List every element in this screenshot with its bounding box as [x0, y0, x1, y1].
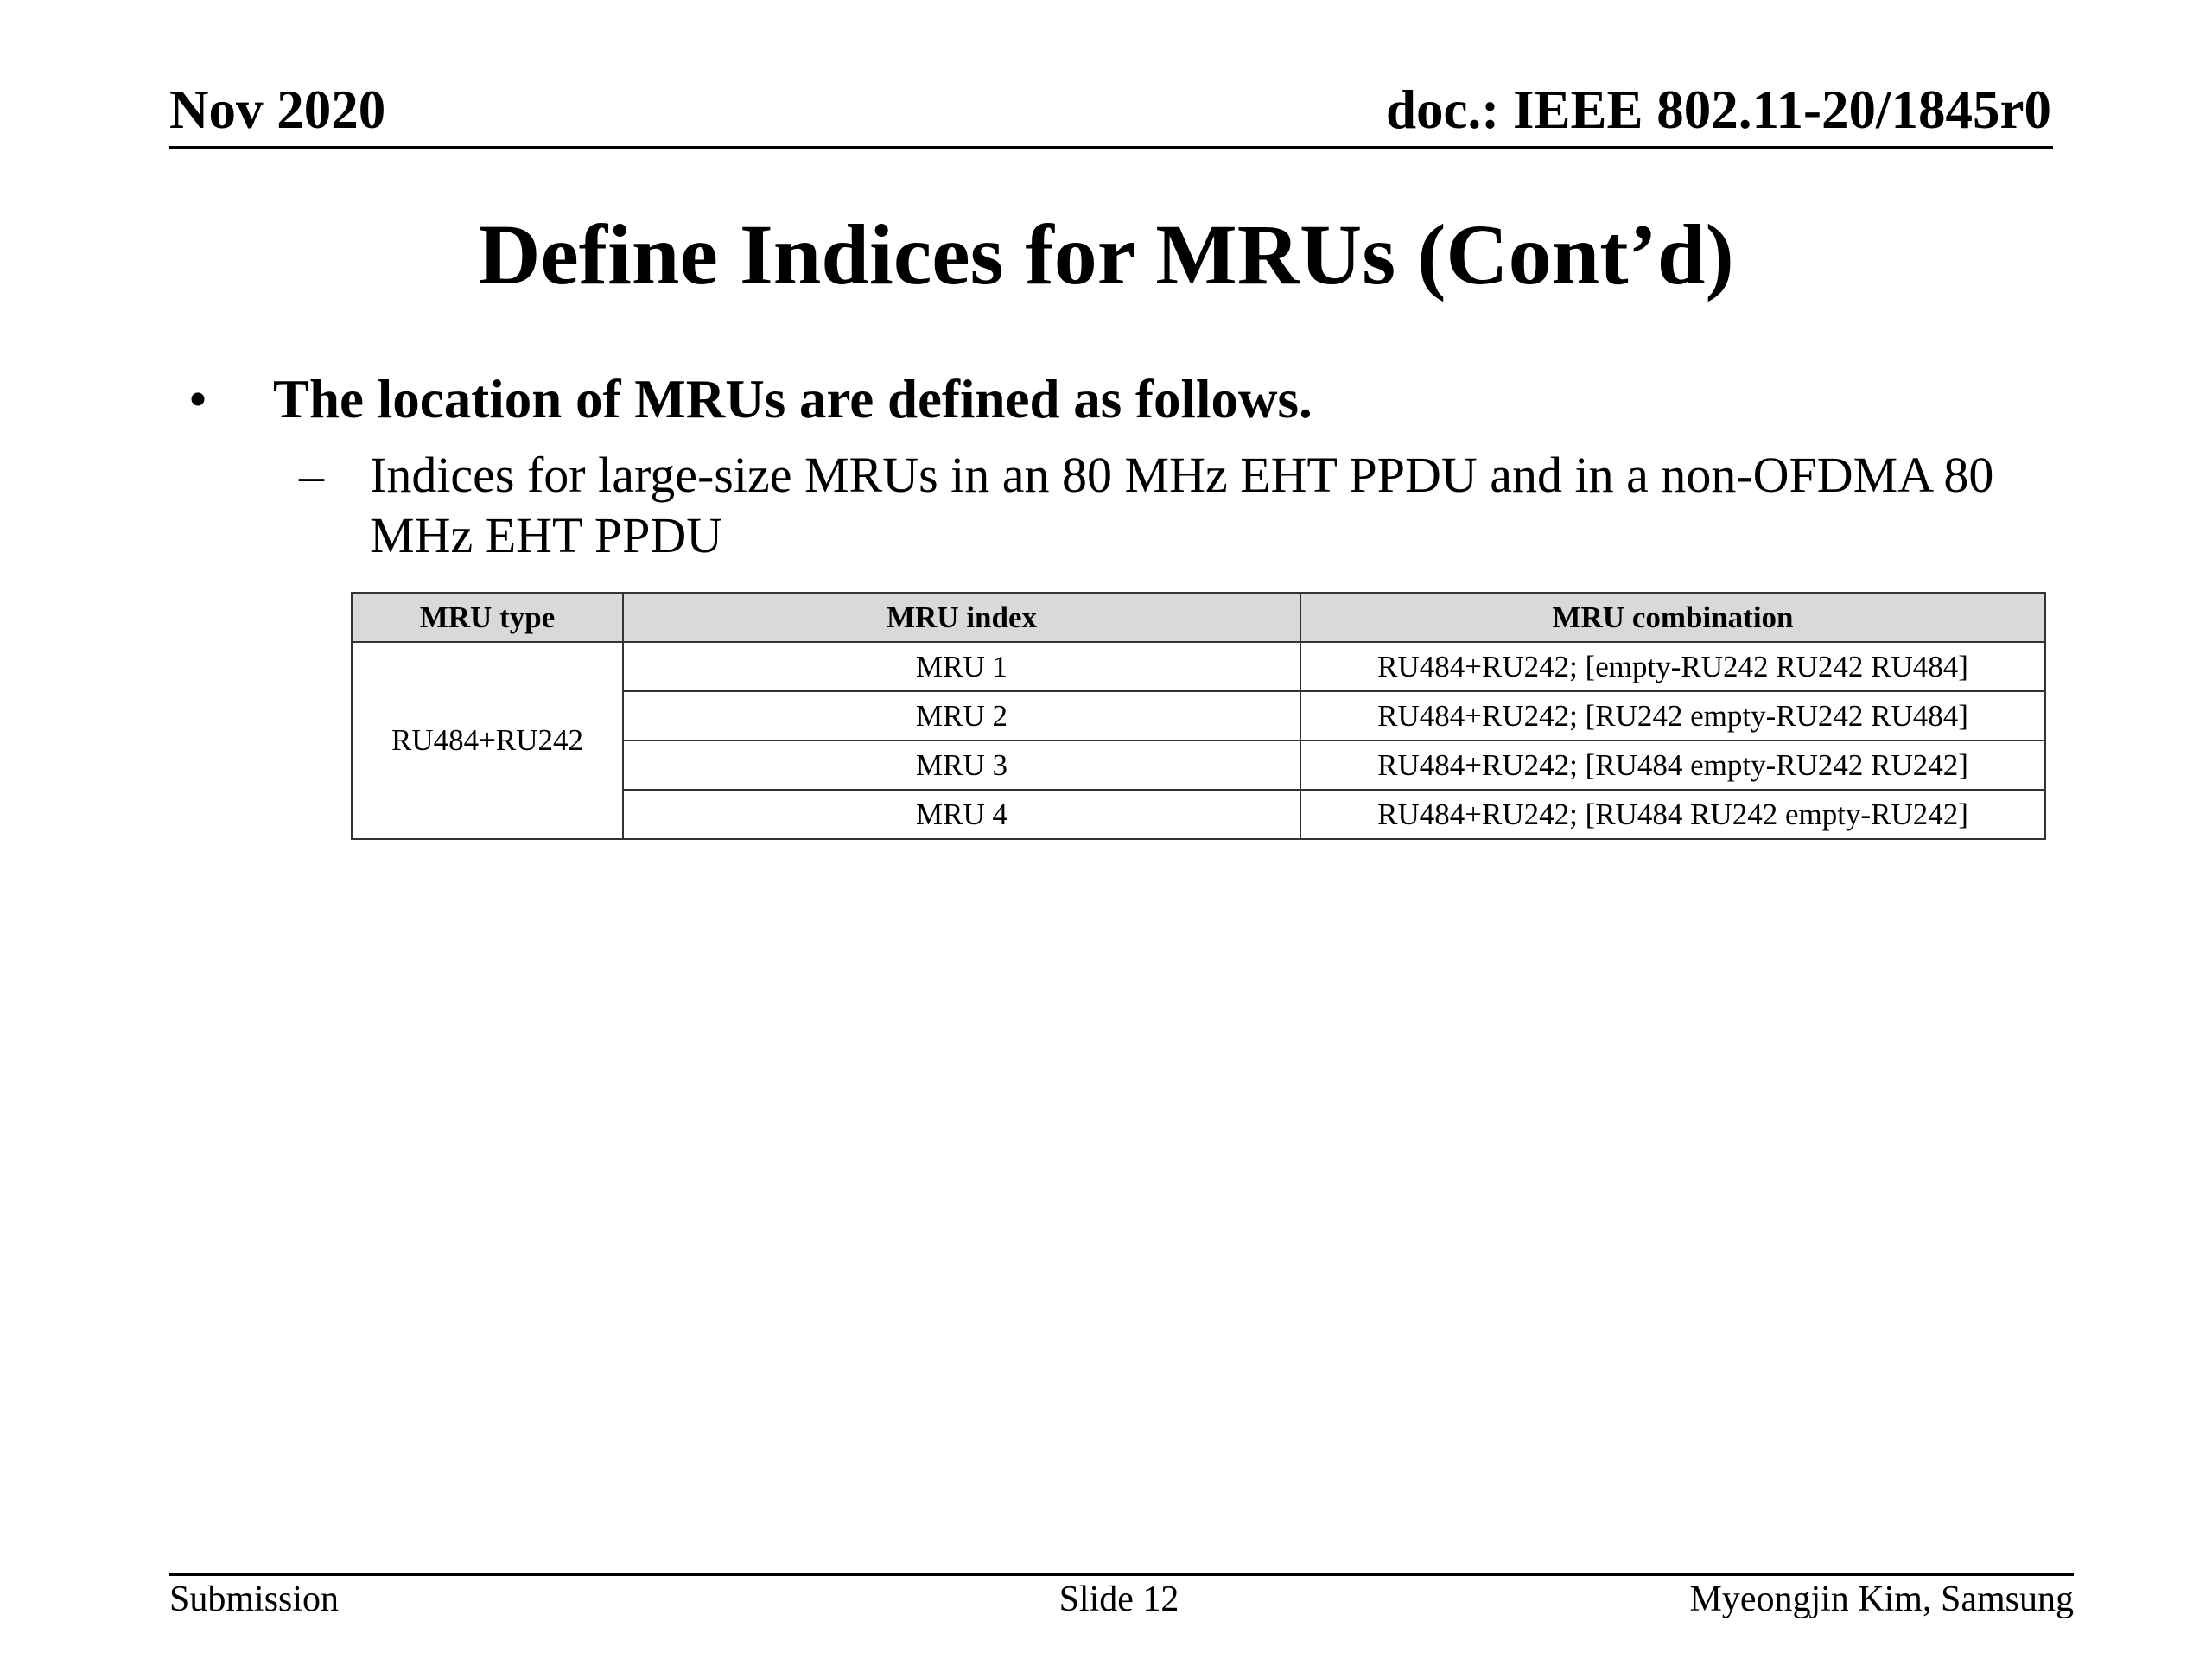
header-mru-combination: MRU combination	[1300, 593, 2045, 642]
sub-bullet-text: Indices for large-size MRUs in an 80 MHz EHT PPDU and in a non-OFDMA 80 MHz EHT PPDU	[370, 447, 1994, 563]
mru-index-cell: MRU 4	[623, 790, 1300, 839]
header-doc-id: doc.: IEEE 802.11-20/1845r0	[1385, 79, 2051, 140]
bullet-text: The location of MRUs are defined as follows.	[273, 369, 1313, 429]
footer-divider	[169, 1573, 2074, 1576]
table-row	[352, 642, 2045, 691]
mru-type-cell: RU484+RU242	[352, 642, 623, 839]
footer-slide-number: Slide 12	[1058, 1580, 1179, 1619]
mru-combination-cell: RU484+RU242; [RU484 empty-RU242 RU242]	[1300, 741, 2045, 790]
sub-bullet-marker: –	[299, 447, 324, 503]
mru-index-cell: MRU 3	[623, 741, 1300, 790]
header-date: Nov 2020	[169, 79, 386, 140]
mru-index-cell: MRU 1	[623, 642, 1300, 691]
footer-submission: Submission	[169, 1580, 340, 1619]
mru-index-cell: MRU 2	[623, 691, 1300, 741]
table-header-row	[352, 593, 2045, 642]
mru-combination-cell: RU484+RU242; [RU484 RU242 empty-RU242]	[1300, 790, 2045, 839]
mru-index-table	[351, 592, 2046, 840]
mru-combination-cell: RU484+RU242; [empty-RU242 RU242 RU484]	[1300, 642, 2045, 691]
header-mru-type: MRU type	[352, 593, 623, 642]
bullet-marker: •	[188, 369, 208, 429]
header-mru-index: MRU index	[623, 593, 1300, 642]
header-divider	[169, 146, 2053, 149]
mru-combination-cell: RU484+RU242; [RU242 empty-RU242 RU484]	[1300, 691, 2045, 741]
footer-author: Myeongjin Kim, Samsung	[1689, 1580, 2074, 1619]
slide-title: Define Indices for MRUs (Cont’d)	[478, 207, 1734, 302]
